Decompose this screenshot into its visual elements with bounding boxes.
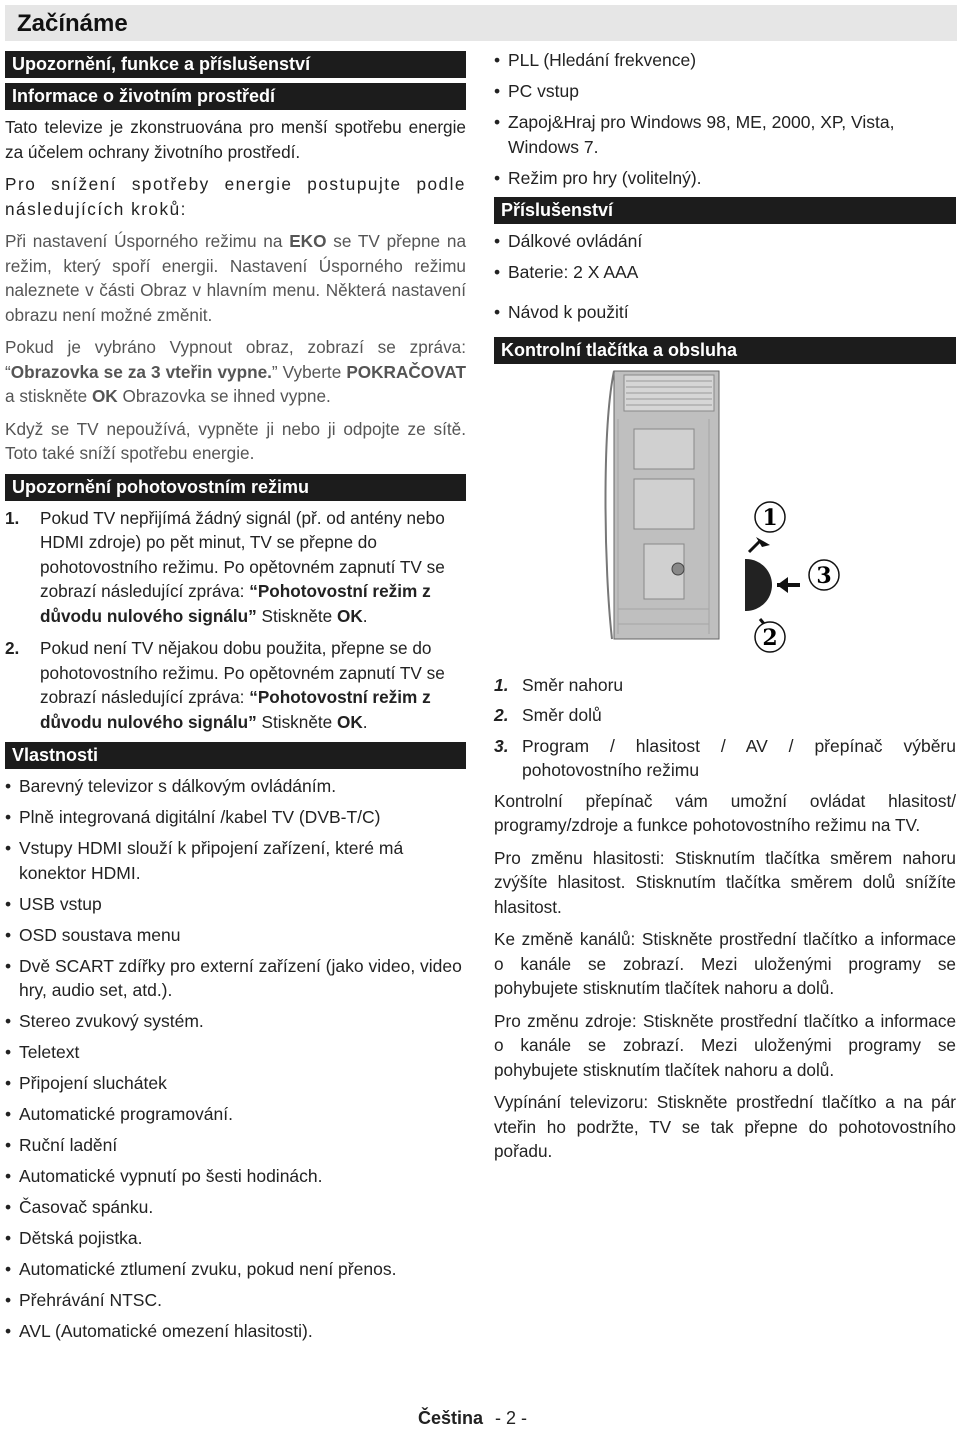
feature-item: • OSD soustava menu: [5, 923, 466, 948]
standby-list: [5, 506, 466, 735]
controls-legend: [494, 673, 956, 783]
heading-features: Vlastnosti: [5, 742, 466, 769]
right-column: [494, 48, 956, 1172]
page-number: - 2 -: [495, 1408, 528, 1428]
control-item: 2. Směr dolů: [494, 705, 602, 725]
tv-back-panel-figure: [494, 369, 956, 669]
accessory-item: • Návod k použití: [494, 300, 956, 325]
heading-warnings: Upozornění, funkce a příslušenství: [5, 51, 466, 78]
heading-accessories: Příslušenství: [494, 197, 956, 224]
env-paragraph-5: Když se TV nepoužívá, vypněte ji nebo ji odpojte ze sítě. Toto také sníží spotřebu energie.: [5, 418, 466, 463]
controls-paragraph: Pro změnu hlasitosti: Stisknutím tlačítka směrem nahoru zvýšíte hlasitost. Stisknutím tlačítka směrem dolů snížíte hlasitost.: [494, 847, 956, 917]
standby-item: 1. Pokud TV nepřijímá žádný signál (př. od antény nebo HDMI zdroje) po pět minut, TV se přepne do pohotovostního režimu. Po opětovném zapnutí TV se zobrazí následující zpráva: “Pohotovostní režim z důvodu nulového signálu” Stiskněte OK.: [5, 507, 445, 626]
svg-text:2: 2: [762, 624, 778, 651]
feature-item: • Připojení sluchátek: [5, 1071, 466, 1096]
feature-item: • Plně integrovaná digitální /kabel TV (DVB-T/C): [5, 805, 466, 830]
feature-item: • PC vstup: [494, 79, 956, 104]
svg-text:3: 3: [816, 562, 832, 589]
svg-text:1: 1: [762, 504, 778, 531]
controls-paragraph: Kontrolní přepínač vám umožní ovládat hlasitost/ programy/zdroje a funkce pohotovostního režimu na TV.: [494, 790, 956, 835]
feature-item: • Automatické programování.: [5, 1102, 466, 1127]
features-list: [5, 774, 466, 1344]
feature-item: • Teletext: [5, 1040, 466, 1065]
controls-paragraph: Vypínání televizoru: Stiskněte prostřední tlačítko a na pár vteřin ho podržte, TV se tak přepne do pohotovostního pořadu.: [494, 1092, 956, 1161]
feature-item: • Stereo zvukový systém.: [5, 1009, 466, 1034]
env-paragraph-3: Při nastavení Úsporného režimu na EKO se TV přepne na režim, který spoří energii. Nastavení Úsporného režimu naleznete v části Obraz v hlavním menu. Některá nastavení obrazu není možné změnit.: [5, 231, 467, 325]
feature-item: • PLL (Hledání frekvence): [494, 48, 956, 73]
feature-item: • USB vstup: [5, 892, 466, 917]
callout-1: [755, 502, 785, 532]
page-footer: [418, 1408, 527, 1429]
page-title-bar: [5, 5, 957, 41]
env-paragraph-2: Pro snížení spotřeby energie postupujte podle následujících kroků:: [5, 174, 466, 219]
arrow-up-icon: [749, 537, 770, 552]
feature-item: • Časovač spánku.: [5, 1195, 466, 1220]
features-list-continued: [494, 48, 956, 190]
feature-item: • AVL (Automatické omezení hlasitosti).: [5, 1319, 466, 1344]
callout-2: [755, 622, 785, 652]
control-item: 3. Program / hlasitost / AV / přepínač výběru pohotovostního režimu: [494, 735, 956, 780]
feature-item: • Ruční ladění: [5, 1133, 466, 1158]
heading-controls: Kontrolní tlačítka a obsluha: [494, 337, 956, 364]
controls-paragraph: Pro změnu zdroje: Stiskněte prostřední tlačítko a informace o kanále se zobrazí. Mezi uloženými programy se pohybujete stisknutím tlačítek nahoru a dolů.: [494, 1010, 956, 1080]
control-switch-illustration: [746, 559, 772, 611]
feature-item: • Dětská pojistka.: [5, 1226, 466, 1251]
control-item: 1. Směr nahoru: [494, 674, 624, 695]
heading-standby: Upozornění pohotovostním režimu: [5, 474, 466, 501]
accessory-item: • Dálkové ovládání: [494, 229, 956, 254]
feature-item: • Přehrávání NTSC.: [5, 1288, 466, 1313]
accessories-list: [494, 229, 956, 325]
feature-item: • Automatické vypnutí po šesti hodinách.: [5, 1164, 466, 1189]
feature-item: • Vstupy HDMI slouží k připojení zařízení, které má konektor HDMI.: [5, 836, 466, 885]
heading-environment: Informace o životním prostředí: [5, 83, 466, 110]
accessory-item: • Baterie: 2 X AAA: [494, 260, 956, 285]
page-title: Začínáme: [17, 10, 128, 37]
arrow-left-icon: [777, 577, 800, 593]
env-paragraph-1: Tato televize je zkonstruována pro menší spotřebu energie za účelem ochrany životního prostředí.: [5, 117, 466, 162]
feature-item: • Automatické ztlumení zvuku, pokud není přenos.: [5, 1257, 466, 1282]
left-column: [5, 51, 466, 1350]
standby-item: 2. Pokud není TV nějakou dobu použita, přepne se do pohotovostního režimu. Po opětovném zapnutí TV se zobrazí následující zpráva: “Pohotovostní režim z důvodu nulového signálu” Stiskněte OK.: [5, 638, 445, 732]
footer-language: Čeština: [418, 1408, 484, 1428]
controls-paragraph: Ke změně kanálů: Stiskněte prostřední tlačítko a informace o kanále se zobrazí. Mezi uloženými programy se pohybujete stisknutím tlačítek nahoru a dolů.: [494, 929, 956, 998]
feature-item: • Barevný televizor s dálkovým ovládáním.: [5, 774, 466, 799]
env-paragraph-4: Pokud je vybráno Vypnout obraz, zobrazí se zpráva: “Obrazovka se za 3 vteřin vypne.” Vyberte POKRAČOVAT a stiskněte OK Obrazovka se ihned vypne.: [5, 337, 466, 406]
feature-item: • Dvě SCART zdířky pro externí zařízení (jako video, video hry, audio set, atd.).: [5, 954, 466, 1003]
tv-back-panel-illustration: [606, 371, 720, 639]
feature-item: • Režim pro hry (volitelný).: [494, 166, 956, 191]
callout-3: [809, 560, 839, 590]
feature-item: • Zapoj&Hraj pro Windows 98, ME, 2000, XP, Vista, Windows 7.: [494, 110, 956, 159]
